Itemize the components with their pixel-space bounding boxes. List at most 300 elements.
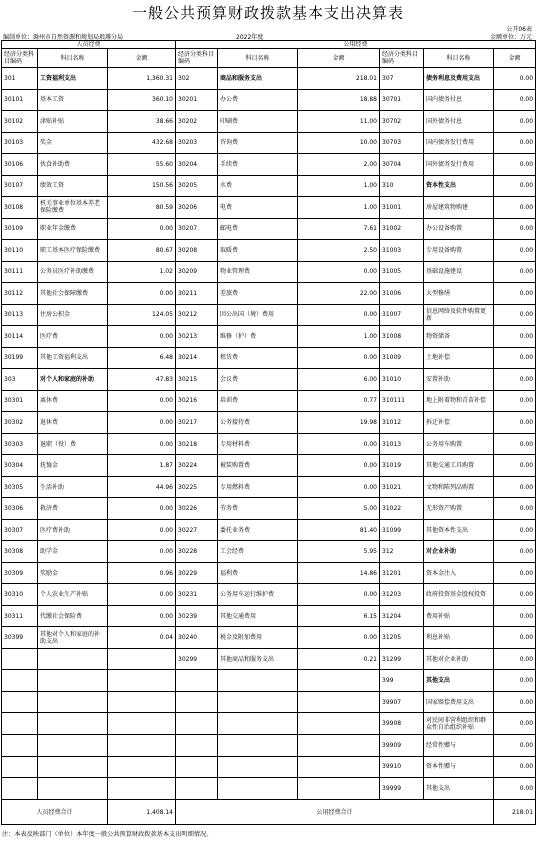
personnel-code-cell: 30106 <box>2 154 38 176</box>
public-name-cell: 维修（护）费 <box>218 326 298 348</box>
public2-amount-cell: 0.00 <box>494 584 536 606</box>
personnel-name-cell: 医疗费补助 <box>38 519 108 541</box>
public2-code-cell: 31009 <box>380 347 424 369</box>
public2-name-cell: 其他对企业补助 <box>424 648 494 670</box>
public-amount-cell: 19.98 <box>298 412 380 434</box>
table-row <box>2 197 536 219</box>
public-amount-cell: 0.21 <box>298 648 380 670</box>
public2-name-cell: 政府投资基金股权投资 <box>424 584 494 606</box>
public2-code-cell: 31008 <box>380 326 424 348</box>
public-code-cell: 30202 <box>176 111 218 133</box>
public-name-cell <box>218 756 298 778</box>
public-amount-cell: 22.00 <box>298 283 380 305</box>
public-code-cell: 30215 <box>176 369 218 391</box>
personnel-name-cell: 抚恤金 <box>38 455 108 477</box>
public2-amount-cell: 0.00 <box>494 175 536 197</box>
public-code-cell: 30231 <box>176 584 218 606</box>
public2-code-cell: 31201 <box>380 562 424 584</box>
personnel-code-cell: 30304 <box>2 455 38 477</box>
public-amount-cell: 0.00 <box>298 347 380 369</box>
public2-code-cell: 30704 <box>380 154 424 176</box>
public-code-cell: 30240 <box>176 627 218 649</box>
personnel-code-cell <box>2 648 38 670</box>
personnel-total-value: 1,408.14 <box>108 800 176 825</box>
table-row <box>2 713 536 735</box>
table-row <box>2 541 536 563</box>
public-code-cell: 30213 <box>176 326 218 348</box>
table-row <box>2 498 536 520</box>
public2-code-cell: 399 <box>380 670 424 692</box>
public2-amount-cell: 0.00 <box>494 498 536 520</box>
public-code-cell: 30227 <box>176 519 218 541</box>
public-code-cell: 30239 <box>176 605 218 627</box>
public-name-cell: 差旅费 <box>218 283 298 305</box>
personnel-code-cell <box>2 778 38 800</box>
personnel-name-cell: 其他社会保障缴费 <box>38 283 108 305</box>
public2-code-cell: 30703 <box>380 132 424 154</box>
col-amount-header: 金额 <box>298 49 380 68</box>
personnel-code-cell: 30111 <box>2 261 38 283</box>
personnel-amount-cell <box>108 756 176 778</box>
public2-code-cell: 31010 <box>380 369 424 391</box>
public-amount-cell: 6.00 <box>298 369 380 391</box>
table-row <box>2 369 536 391</box>
public2-name-cell: 办公设备购置 <box>424 218 494 240</box>
public2-amount-cell: 0.00 <box>494 89 536 111</box>
public2-name-cell: 基础设施建设 <box>424 261 494 283</box>
public-name-cell: 邮电费 <box>218 218 298 240</box>
public-amount-cell: 0.77 <box>298 390 380 412</box>
public2-code-cell: 31022 <box>380 498 424 520</box>
personnel-code-cell: 30199 <box>2 347 38 369</box>
personnel-name-cell: 代缴社会保险费 <box>38 605 108 627</box>
table-row <box>2 68 536 90</box>
table-row <box>2 89 536 111</box>
public-name-cell: 因公出国（境）费用 <box>218 304 298 326</box>
personnel-amount-cell <box>108 691 176 713</box>
table-row <box>2 584 536 606</box>
table-row <box>2 304 536 326</box>
col-name-header: 科目名称 <box>38 49 108 68</box>
public2-name-cell: 债务利息及费用支出 <box>424 68 494 90</box>
public-name-cell: 印刷费 <box>218 111 298 133</box>
expenditure-table <box>1 40 536 825</box>
public-code-cell: 30206 <box>176 197 218 219</box>
totals-row <box>2 800 536 825</box>
personnel-code-cell <box>2 670 38 692</box>
public2-name-cell: 国外债务付息 <box>424 111 494 133</box>
public2-name-cell: 物资储备 <box>424 326 494 348</box>
table-row <box>2 756 536 778</box>
personnel-code-cell: 30112 <box>2 283 38 305</box>
table-row <box>2 326 536 348</box>
public-amount-cell <box>298 713 380 735</box>
public-code-cell: 30205 <box>176 175 218 197</box>
table-row <box>2 261 536 283</box>
personnel-name-cell: 助学金 <box>38 541 108 563</box>
public2-amount-cell: 0.00 <box>494 304 536 326</box>
public-code-cell: 30209 <box>176 261 218 283</box>
personnel-amount-cell: 0.00 <box>108 584 176 606</box>
public2-code-cell: 31006 <box>380 283 424 305</box>
public-code-cell <box>176 713 218 735</box>
public-code-cell: 30217 <box>176 412 218 434</box>
public2-name-cell: 资本性赠与 <box>424 756 494 778</box>
table-row <box>2 519 536 541</box>
public2-amount-cell: 0.00 <box>494 627 536 649</box>
personnel-code-cell: 30103 <box>2 132 38 154</box>
personnel-amount-cell: 55.60 <box>108 154 176 176</box>
public2-code-cell: 31002 <box>380 218 424 240</box>
public-name-cell: 其他交通费用 <box>218 605 298 627</box>
table-row <box>2 390 536 412</box>
personnel-name-cell <box>38 756 108 778</box>
public2-code-cell: 31203 <box>380 584 424 606</box>
public2-code-cell: 310 <box>380 175 424 197</box>
public-code-cell: 30204 <box>176 154 218 176</box>
personnel-code-cell: 30399 <box>2 627 38 649</box>
public2-code-cell: 31299 <box>380 648 424 670</box>
table-row <box>2 476 536 498</box>
table-row <box>2 691 536 713</box>
public-amount-cell: 0.00 <box>298 584 380 606</box>
public2-amount-cell: 0.00 <box>494 111 536 133</box>
public-name-cell: 租赁费 <box>218 347 298 369</box>
public-code-cell <box>176 691 218 713</box>
public-amount-cell <box>298 691 380 713</box>
public2-name-cell: 国内债务付息 <box>424 89 494 111</box>
table-row <box>2 778 536 800</box>
personnel-code-cell <box>2 756 38 778</box>
public-name-cell: 取暖费 <box>218 240 298 262</box>
personnel-amount-cell: 360.10 <box>108 89 176 111</box>
public-amount-cell: 1.00 <box>298 326 380 348</box>
table-row <box>2 627 536 649</box>
public2-amount-cell: 0.00 <box>494 154 536 176</box>
personnel-amount-cell: 0.96 <box>108 562 176 584</box>
public-code-cell: 30214 <box>176 347 218 369</box>
public-name-cell: 公务用车运行维护费 <box>218 584 298 606</box>
personnel-name-cell: 医疗费 <box>38 326 108 348</box>
public-name-cell: 工会经费 <box>218 541 298 563</box>
public2-code-cell: 312 <box>380 541 424 563</box>
public-name-cell: 物业管理费 <box>218 261 298 283</box>
personnel-name-cell: 津贴补贴 <box>38 111 108 133</box>
public2-amount-cell: 0.00 <box>494 605 536 627</box>
personnel-code-cell: 30306 <box>2 498 38 520</box>
personnel-amount-cell: 432.68 <box>108 132 176 154</box>
public2-amount-cell: 0.00 <box>494 541 536 563</box>
public2-name-cell: 公务用车购置 <box>424 433 494 455</box>
public2-name-cell: 信息网络及软件购置更新 <box>424 304 494 326</box>
col-code-header: 经济分类科目编码 <box>176 49 218 68</box>
public2-name-cell: 无形资产购置 <box>424 498 494 520</box>
public-name-cell: 商品和服务支出 <box>218 68 298 90</box>
public-name-cell: 委托业务费 <box>218 519 298 541</box>
public-amount-cell: 5.00 <box>298 498 380 520</box>
column-header-row <box>2 49 536 68</box>
table-row <box>2 670 536 692</box>
personnel-name-cell: 退职（役）费 <box>38 433 108 455</box>
public2-name-cell: 其他资本性支出 <box>424 519 494 541</box>
public2-name-cell: 专用设备购置 <box>424 240 494 262</box>
personnel-name-cell <box>38 778 108 800</box>
table-row <box>2 433 536 455</box>
personnel-amount-cell <box>108 670 176 692</box>
personnel-name-cell: 绩效工资 <box>38 175 108 197</box>
personnel-name-cell <box>38 670 108 692</box>
col-code-header: 经济分类科目编码 <box>380 49 424 68</box>
public-amount-cell: 0.00 <box>298 261 380 283</box>
personnel-amount-cell: 0.00 <box>108 433 176 455</box>
public-amount-cell: 18.88 <box>298 89 380 111</box>
table-row <box>2 455 536 477</box>
personnel-code-cell: 30102 <box>2 111 38 133</box>
form-number: 公开06表 <box>506 26 532 33</box>
public-amount-cell: 1.00 <box>298 175 380 197</box>
public2-amount-cell: 0.00 <box>494 240 536 262</box>
public2-amount-cell: 0.00 <box>494 261 536 283</box>
personnel-name-cell: 奖金 <box>38 132 108 154</box>
personnel-amount-cell <box>108 778 176 800</box>
public2-code-cell: 39909 <box>380 734 424 756</box>
personnel-amount-cell: 80.59 <box>108 197 176 219</box>
public-code-cell <box>176 756 218 778</box>
public-name-cell: 税金及附加费用 <box>218 627 298 649</box>
personnel-amount-cell: 150.56 <box>108 175 176 197</box>
public-amount-cell: 11.00 <box>298 111 380 133</box>
public2-name-cell: 经常性赠与 <box>424 734 494 756</box>
public2-code-cell: 31007 <box>380 304 424 326</box>
public2-amount-cell: 0.00 <box>494 670 536 692</box>
public-code-cell: 30228 <box>176 541 218 563</box>
personnel-name-cell: 职工基本医疗保险缴费 <box>38 240 108 262</box>
report-title: 一般公共预算财政拨款基本支出决算表 <box>131 4 404 22</box>
personnel-code-cell: 30311 <box>2 605 38 627</box>
public2-amount-cell: 0.00 <box>494 347 536 369</box>
public2-code-cell: 39908 <box>380 713 424 735</box>
personnel-code-cell: 30305 <box>2 476 38 498</box>
public2-amount-cell: 0.00 <box>494 519 536 541</box>
public2-amount-cell: 0.00 <box>494 476 536 498</box>
personnel-code-cell: 30302 <box>2 412 38 434</box>
public2-name-cell: 对民间非营利组织和群众性自治组织补贴 <box>424 713 494 735</box>
public2-name-cell: 大型修缮 <box>424 283 494 305</box>
personnel-amount-cell: 1.87 <box>108 455 176 477</box>
amount-unit: 金额单位：万元 <box>489 34 532 41</box>
personnel-amount-cell: 0.00 <box>108 283 176 305</box>
personnel-code-cell <box>2 713 38 735</box>
public-amount-cell: 2.50 <box>298 240 380 262</box>
table-row <box>2 562 536 584</box>
public-code-cell: 30216 <box>176 390 218 412</box>
public2-amount-cell: 0.00 <box>494 713 536 735</box>
table-row <box>2 175 536 197</box>
personnel-name-cell: 职业年金缴费 <box>38 218 108 240</box>
public-code-cell: 30201 <box>176 89 218 111</box>
public-amount-cell: 81.40 <box>298 519 380 541</box>
public-code-cell <box>176 734 218 756</box>
personnel-code-cell: 30113 <box>2 304 38 326</box>
public2-code-cell: 30702 <box>380 111 424 133</box>
public-name-cell: 手续费 <box>218 154 298 176</box>
public-header: 公用经费 <box>176 41 536 49</box>
public-code-cell: 30226 <box>176 498 218 520</box>
public2-amount-cell: 0.00 <box>494 691 536 713</box>
personnel-amount-cell: 124.05 <box>108 304 176 326</box>
public-amount-cell <box>298 778 380 800</box>
personnel-name-cell: 伙食补助费 <box>38 154 108 176</box>
personnel-name-cell <box>38 734 108 756</box>
public2-name-cell: 土地补偿 <box>424 347 494 369</box>
personnel-name-cell <box>38 691 108 713</box>
footnote: 注：本表反映部门（单位）本年度一般公共预算财政拨款基本支出明细情况。 <box>2 831 213 838</box>
public2-name-cell: 房屋建筑物购建 <box>424 197 494 219</box>
public2-amount-cell: 0.00 <box>494 218 536 240</box>
public2-name-cell: 资本金注入 <box>424 562 494 584</box>
personnel-name-cell: 对个人和家庭的补助 <box>38 369 108 391</box>
personnel-amount-cell: 44.96 <box>108 476 176 498</box>
personnel-code-cell: 30308 <box>2 541 38 563</box>
personnel-amount-cell: 47.83 <box>108 369 176 391</box>
public2-name-cell: 安置补助 <box>424 369 494 391</box>
public2-amount-cell: 0.00 <box>494 132 536 154</box>
personnel-name-cell <box>38 648 108 670</box>
table-row <box>2 648 536 670</box>
public2-code-cell: 31001 <box>380 197 424 219</box>
public2-amount-cell: 0.00 <box>494 68 536 90</box>
table-row <box>2 154 536 176</box>
public2-name-cell: 国家赔偿费用支出 <box>424 691 494 713</box>
personnel-amount-cell: 0.04 <box>108 627 176 649</box>
public2-amount-cell: 0.00 <box>494 197 536 219</box>
public-amount-cell <box>298 734 380 756</box>
personnel-code-cell: 30101 <box>2 89 38 111</box>
report-year: 2022年度 <box>236 34 264 41</box>
table-row <box>2 218 536 240</box>
public2-amount-cell: 0.00 <box>494 455 536 477</box>
personnel-name-cell: 退休费 <box>38 412 108 434</box>
personnel-name-cell: 住房公积金 <box>38 304 108 326</box>
public2-name-cell: 对企业补助 <box>424 541 494 563</box>
table-row <box>2 240 536 262</box>
table-row <box>2 605 536 627</box>
personnel-amount-cell: 0.00 <box>108 326 176 348</box>
public-code-cell: 30212 <box>176 304 218 326</box>
personnel-name-cell: 个人农业生产补贴 <box>38 584 108 606</box>
personnel-name-cell: 工资福利支出 <box>38 68 108 90</box>
public2-code-cell: 30701 <box>380 89 424 111</box>
personnel-code-cell: 30303 <box>2 433 38 455</box>
public2-name-cell: 其他支出 <box>424 670 494 692</box>
group-header-row <box>2 41 536 49</box>
public-name-cell <box>218 691 298 713</box>
public-amount-cell: 5.95 <box>298 541 380 563</box>
public-amount-cell: 0.00 <box>298 627 380 649</box>
personnel-name-cell: 机关事业单位基本养老保险缴费 <box>38 197 108 219</box>
public-name-cell <box>218 713 298 735</box>
public-name-cell: 福利费 <box>218 562 298 584</box>
col-code-header: 经济分类科目编码 <box>2 49 38 68</box>
public-name-cell: 其他商品和服务支出 <box>218 648 298 670</box>
public-amount-cell: 6.15 <box>298 605 380 627</box>
public-name-cell <box>218 734 298 756</box>
public-amount-cell: 10.00 <box>298 132 380 154</box>
public2-code-cell: 39999 <box>380 778 424 800</box>
public-amount-cell: 14.86 <box>298 562 380 584</box>
public-amount-cell: 0.00 <box>298 476 380 498</box>
personnel-code-cell: 301 <box>2 68 38 90</box>
personnel-amount-cell: 0.00 <box>108 218 176 240</box>
public2-name-cell: 国内债务发行费用 <box>424 132 494 154</box>
public-code-cell: 30229 <box>176 562 218 584</box>
personnel-amount-cell <box>108 734 176 756</box>
personnel-total-label: 人员经费合计 <box>2 800 108 825</box>
public-code-cell: 30299 <box>176 648 218 670</box>
personnel-header: 人员经费 <box>2 41 176 49</box>
public2-amount-cell: 0.00 <box>494 433 536 455</box>
public-code-cell: 30225 <box>176 476 218 498</box>
public2-code-cell: 39910 <box>380 756 424 778</box>
table-row <box>2 283 536 305</box>
public-name-cell: 专用燃料费 <box>218 476 298 498</box>
public-amount-cell: 1.00 <box>298 197 380 219</box>
personnel-amount-cell: 1,360.31 <box>108 68 176 90</box>
personnel-amount-cell: 0.00 <box>108 498 176 520</box>
public2-code-cell: 39907 <box>380 691 424 713</box>
public-name-cell: 劳务费 <box>218 498 298 520</box>
public-code-cell: 30218 <box>176 433 218 455</box>
personnel-name-cell: 公务员医疗补助缴费 <box>38 261 108 283</box>
public2-code-cell: 310111 <box>380 390 424 412</box>
personnel-amount-cell <box>108 648 176 670</box>
personnel-name-cell: 基本工资 <box>38 89 108 111</box>
public-name-cell <box>218 670 298 692</box>
public2-code-cell: 31012 <box>380 412 424 434</box>
public-amount-cell: 0.00 <box>298 455 380 477</box>
personnel-amount-cell: 1.02 <box>108 261 176 283</box>
public2-name-cell: 利息补贴 <box>424 627 494 649</box>
personnel-code-cell: 30307 <box>2 519 38 541</box>
public2-amount-cell: 0.00 <box>494 283 536 305</box>
personnel-name-cell: 生活补助 <box>38 476 108 498</box>
personnel-amount-cell: 0.00 <box>108 390 176 412</box>
personnel-amount-cell: 0.00 <box>108 412 176 434</box>
public-name-cell: 被装购置费 <box>218 455 298 477</box>
col-name-header: 科目名称 <box>424 49 494 68</box>
public-code-cell <box>176 778 218 800</box>
public-name-cell: 公务接待费 <box>218 412 298 434</box>
public2-amount-cell: 0.00 <box>494 734 536 756</box>
personnel-code-cell: 30107 <box>2 175 38 197</box>
public2-code-cell: 31005 <box>380 261 424 283</box>
public2-code-cell: 31013 <box>380 433 424 455</box>
table-row <box>2 132 536 154</box>
public-amount-cell: 0.00 <box>298 433 380 455</box>
public2-amount-cell: 0.00 <box>494 369 536 391</box>
public-name-cell: 会议费 <box>218 369 298 391</box>
public-code-cell: 30207 <box>176 218 218 240</box>
public2-code-cell: 31204 <box>380 605 424 627</box>
public-code-cell: 30203 <box>176 132 218 154</box>
public-amount-cell: 7.61 <box>298 218 380 240</box>
public2-code-cell: 31205 <box>380 627 424 649</box>
personnel-code-cell: 30309 <box>2 562 38 584</box>
public-name-cell: 培训费 <box>218 390 298 412</box>
table-row <box>2 347 536 369</box>
table-row <box>2 412 536 434</box>
personnel-code-cell: 30301 <box>2 390 38 412</box>
